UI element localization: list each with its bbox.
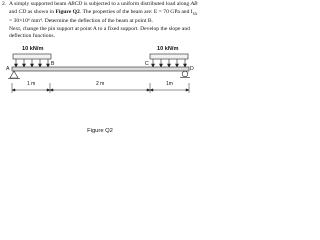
- problem-line-1: [2, 1, 198, 9]
- beam-diagram: [0, 40, 200, 137]
- roller-support-d: [180, 71, 190, 77]
- problem-number: 2.: [2, 1, 7, 7]
- text-span: is subjected to a uniform distributed load along: [82, 1, 191, 7]
- pin-support-a: [8, 71, 20, 79]
- text-span: A simply supported beam: [9, 1, 68, 7]
- dimension-label-2: 2 m: [96, 81, 105, 87]
- beam-name: ABCD: [67, 1, 83, 7]
- figure-caption: Figure Q2: [87, 128, 113, 134]
- point-label-a: A: [6, 66, 10, 72]
- text-span: . The properties of the beam are: E = 70 GPa and I: [79, 8, 193, 15]
- distributed-load-right: [150, 54, 188, 67]
- problem-line-4: Next, change the pin support at point A to a fixed support. Develop the slope and: [9, 25, 190, 32]
- problem-line-3: = 30×10⁶ mm⁴. Determine the deflection of the beam at point B.: [9, 18, 153, 25]
- figure-reference: Figure Q2: [55, 8, 80, 15]
- segment-cd: CD: [18, 8, 27, 15]
- subscript: xx: [192, 11, 198, 17]
- problem-line-2: [2, 9, 198, 19]
- load-label-left: 10 kN/m: [22, 46, 44, 52]
- point-label-d: D: [190, 66, 194, 72]
- distributed-load-left: [13, 54, 51, 67]
- problem-line-5: deflection functions.: [9, 33, 55, 40]
- beam-figure: [0, 40, 200, 137]
- load-label-right: 10 kN/m: [157, 46, 179, 52]
- dimension-label-1: 1 m: [27, 81, 36, 87]
- dimension-label-3: 1m: [166, 81, 173, 87]
- beam: [12, 67, 189, 71]
- text-span: as shown in: [26, 8, 56, 15]
- point-label-b: B: [51, 61, 55, 67]
- text-span: and: [9, 8, 19, 15]
- point-label-c: C: [145, 61, 149, 67]
- segment-ab: AB: [190, 1, 198, 7]
- problem-statement: [2, 1, 198, 41]
